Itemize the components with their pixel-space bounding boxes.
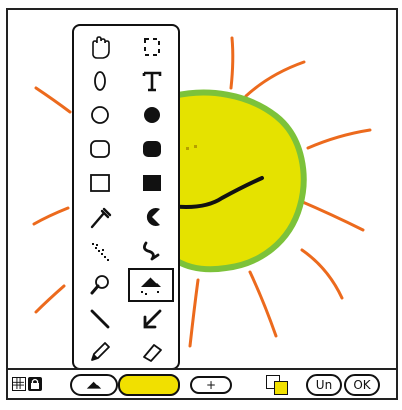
spray-tool[interactable] bbox=[78, 234, 122, 268]
ray bbox=[190, 280, 198, 346]
lock-icon[interactable] bbox=[28, 377, 42, 391]
circle-outline-tool[interactable] bbox=[78, 98, 122, 132]
rect-filled-tool[interactable] bbox=[130, 166, 174, 200]
paint-window bbox=[6, 8, 398, 400]
rounded-rect-outline-tool[interactable] bbox=[78, 132, 122, 166]
curve-tool[interactable] bbox=[130, 234, 174, 268]
undo-button[interactable]: Un bbox=[306, 374, 342, 396]
pencil-icon bbox=[84, 337, 116, 365]
fill-tool[interactable] bbox=[128, 268, 174, 302]
rounded-rect-outline-icon bbox=[84, 135, 116, 163]
line-icon bbox=[84, 305, 116, 333]
circle-filled-tool[interactable] bbox=[130, 98, 174, 132]
magnifier-icon bbox=[84, 271, 116, 299]
eyedropper-tool[interactable] bbox=[78, 200, 122, 234]
ray bbox=[308, 130, 370, 148]
ray bbox=[34, 208, 68, 224]
arrow-icon bbox=[136, 305, 168, 333]
ray bbox=[246, 62, 304, 96]
pie-tool[interactable] bbox=[130, 200, 174, 234]
ray bbox=[250, 272, 276, 336]
ray bbox=[302, 250, 342, 298]
tool-palette bbox=[72, 24, 180, 370]
sun-body bbox=[168, 93, 304, 270]
grid-icon[interactable] bbox=[12, 377, 26, 391]
pencil-tool[interactable] bbox=[78, 334, 122, 368]
ray bbox=[231, 38, 233, 88]
text-tool[interactable] bbox=[130, 64, 174, 98]
arrow-tool[interactable] bbox=[130, 302, 174, 336]
ray bbox=[298, 200, 363, 230]
rect-outline-icon bbox=[84, 169, 116, 197]
dashed-selection-icon bbox=[136, 33, 168, 61]
eraser-tool[interactable] bbox=[130, 334, 174, 368]
oval-selection-tool[interactable] bbox=[78, 64, 122, 98]
drawing-canvas[interactable] bbox=[8, 10, 396, 366]
circle-outline-icon bbox=[84, 101, 116, 129]
bottom-toolbar bbox=[8, 368, 396, 400]
eraser-icon bbox=[136, 337, 168, 365]
rect-filled-icon bbox=[136, 169, 168, 197]
ok-button[interactable]: OK bbox=[344, 374, 380, 396]
brush-size-button[interactable]: + bbox=[190, 376, 232, 394]
rounded-rect-filled-icon bbox=[136, 135, 168, 163]
zoom-tool[interactable] bbox=[78, 268, 122, 302]
foreground-color-swatch[interactable] bbox=[274, 381, 288, 395]
rect-outline-tool[interactable] bbox=[78, 166, 122, 200]
spray-icon bbox=[84, 237, 116, 265]
oval-outline-icon bbox=[84, 67, 116, 95]
line-tool[interactable] bbox=[78, 302, 122, 336]
ray bbox=[36, 286, 64, 312]
curve-icon bbox=[136, 237, 168, 265]
eyedropper-icon bbox=[84, 203, 116, 231]
rounded-rect-filled-tool[interactable] bbox=[130, 132, 174, 166]
current-color-swatch[interactable] bbox=[118, 374, 180, 396]
ray bbox=[36, 88, 70, 112]
current-tool-button[interactable] bbox=[70, 374, 118, 396]
marquee-tool[interactable] bbox=[130, 30, 174, 64]
hand-tool[interactable] bbox=[78, 30, 122, 64]
text-icon bbox=[136, 67, 168, 95]
pie-icon bbox=[136, 203, 168, 231]
paint-bucket-icon bbox=[135, 271, 167, 299]
hand-icon bbox=[84, 33, 116, 61]
paint-bucket-icon bbox=[72, 376, 116, 394]
circle-filled-icon bbox=[136, 101, 168, 129]
